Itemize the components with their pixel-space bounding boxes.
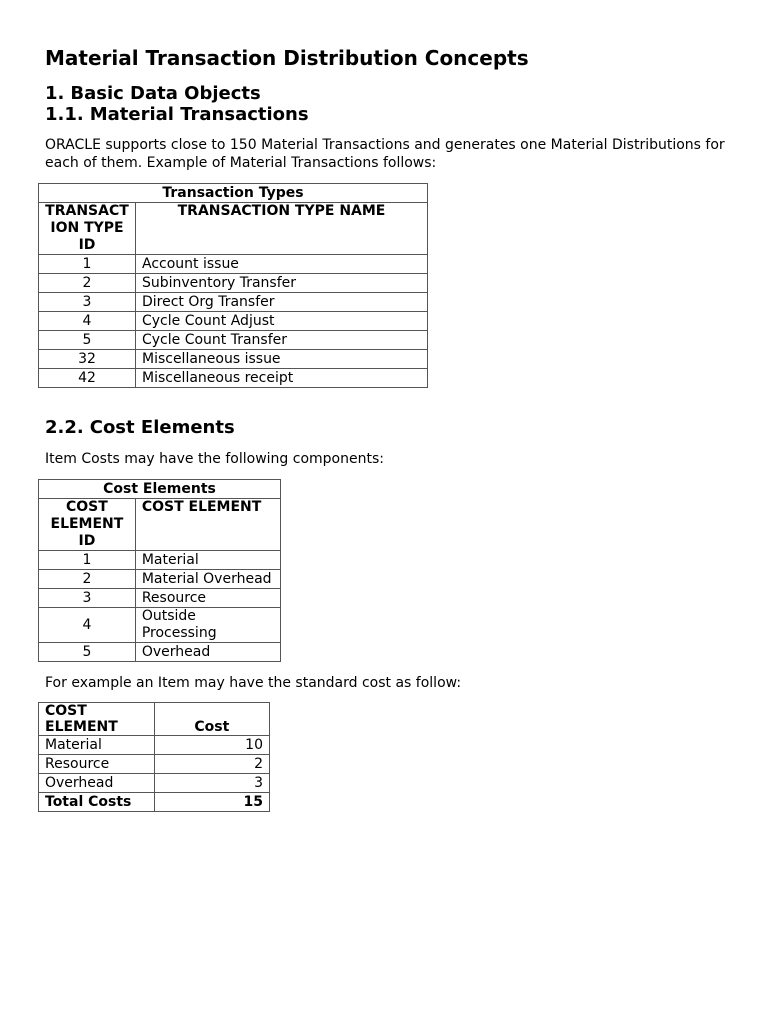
column-header-cost: Cost (154, 703, 269, 736)
table-header-row (39, 499, 281, 551)
cell-name: Cycle Count Adjust (135, 312, 427, 331)
section-1-number: 1. (45, 83, 65, 104)
cell-element: Material (39, 736, 155, 755)
section-1-1-title: Material Transactions (89, 104, 309, 125)
cell-element: Material (135, 551, 280, 570)
section-1-1-heading (45, 104, 309, 125)
section-1-title: Basic Data Objects (70, 83, 261, 104)
cell-id: 5 (39, 331, 136, 350)
table-row (39, 589, 281, 608)
table-row (39, 350, 428, 369)
section-2-2-number: 2.2. (45, 417, 84, 438)
cell-name: Miscellaneous receipt (135, 369, 427, 388)
cell-id: 1 (39, 551, 136, 570)
table-row (39, 331, 428, 350)
table-row (39, 312, 428, 331)
cell-name: Miscellaneous issue (135, 350, 427, 369)
table-row (39, 255, 428, 274)
table-row (39, 755, 270, 774)
cell-cost: 2 (154, 755, 269, 774)
cell-name: Cycle Count Transfer (135, 331, 427, 350)
cell-element: Resource (135, 589, 280, 608)
table-row (39, 643, 281, 662)
table-caption-row (39, 480, 281, 499)
table-row (39, 293, 428, 312)
cell-total-value: 15 (154, 793, 269, 812)
cell-element: Resource (39, 755, 155, 774)
cell-id: 4 (39, 312, 136, 331)
table-header-row (39, 203, 428, 255)
cell-id: 2 (39, 570, 136, 589)
table-header-row (39, 703, 270, 736)
cell-id: 3 (39, 293, 136, 312)
section-1-heading (45, 83, 261, 104)
cell-id: 32 (39, 350, 136, 369)
cell-id: 2 (39, 274, 136, 293)
table-caption: Cost Elements (39, 480, 281, 499)
cost-elements-table (38, 479, 281, 662)
cell-total-label: Total Costs (39, 793, 155, 812)
intro-paragraph: ORACLE supports close to 150 Material Transactions and generates one Material Distributions for each of them. Example of Material Transactions follows: (45, 137, 725, 171)
column-header-element: COST ELEMENT (135, 499, 280, 551)
column-header-id: COST ELEMENT ID (39, 499, 136, 551)
section-1-1-number: 1.1. (45, 104, 84, 125)
column-header-element: COST ELEMENT (39, 703, 155, 736)
table-row (39, 608, 281, 643)
cell-id: 5 (39, 643, 136, 662)
section-2-2-title: Cost Elements (89, 417, 235, 438)
cost-paragraph: Item Costs may have the following components: (45, 451, 384, 467)
table-row (39, 570, 281, 589)
column-header-name: TRANSACTION TYPE NAME (135, 203, 427, 255)
table-row (39, 274, 428, 293)
example-paragraph: For example an Item may have the standard cost as follow: (45, 675, 462, 691)
cell-name: Direct Org Transfer (135, 293, 427, 312)
table-row (39, 551, 281, 570)
cell-cost: 10 (154, 736, 269, 755)
table-caption: Transaction Types (39, 184, 428, 203)
column-header-id: TRANSACT ION TYPE ID (39, 203, 136, 255)
cell-name: Subinventory Transfer (135, 274, 427, 293)
cell-element: Overhead (135, 643, 280, 662)
cell-id: 42 (39, 369, 136, 388)
cell-element: Overhead (39, 774, 155, 793)
cell-name: Account issue (135, 255, 427, 274)
section-2-2-heading (45, 417, 235, 438)
document-title: Material Transaction Distribution Concepts (45, 46, 529, 70)
table-row (39, 369, 428, 388)
table-row (39, 736, 270, 755)
cell-cost: 3 (154, 774, 269, 793)
table-caption-row (39, 184, 428, 203)
transaction-types-table (38, 183, 428, 388)
standard-cost-table (38, 702, 270, 812)
table-total-row (39, 793, 270, 812)
cell-id: 1 (39, 255, 136, 274)
cell-id: 3 (39, 589, 136, 608)
cell-element: Outside Processing (135, 608, 280, 643)
table-row (39, 774, 270, 793)
cell-element: Material Overhead (135, 570, 280, 589)
cell-id: 4 (39, 608, 136, 643)
